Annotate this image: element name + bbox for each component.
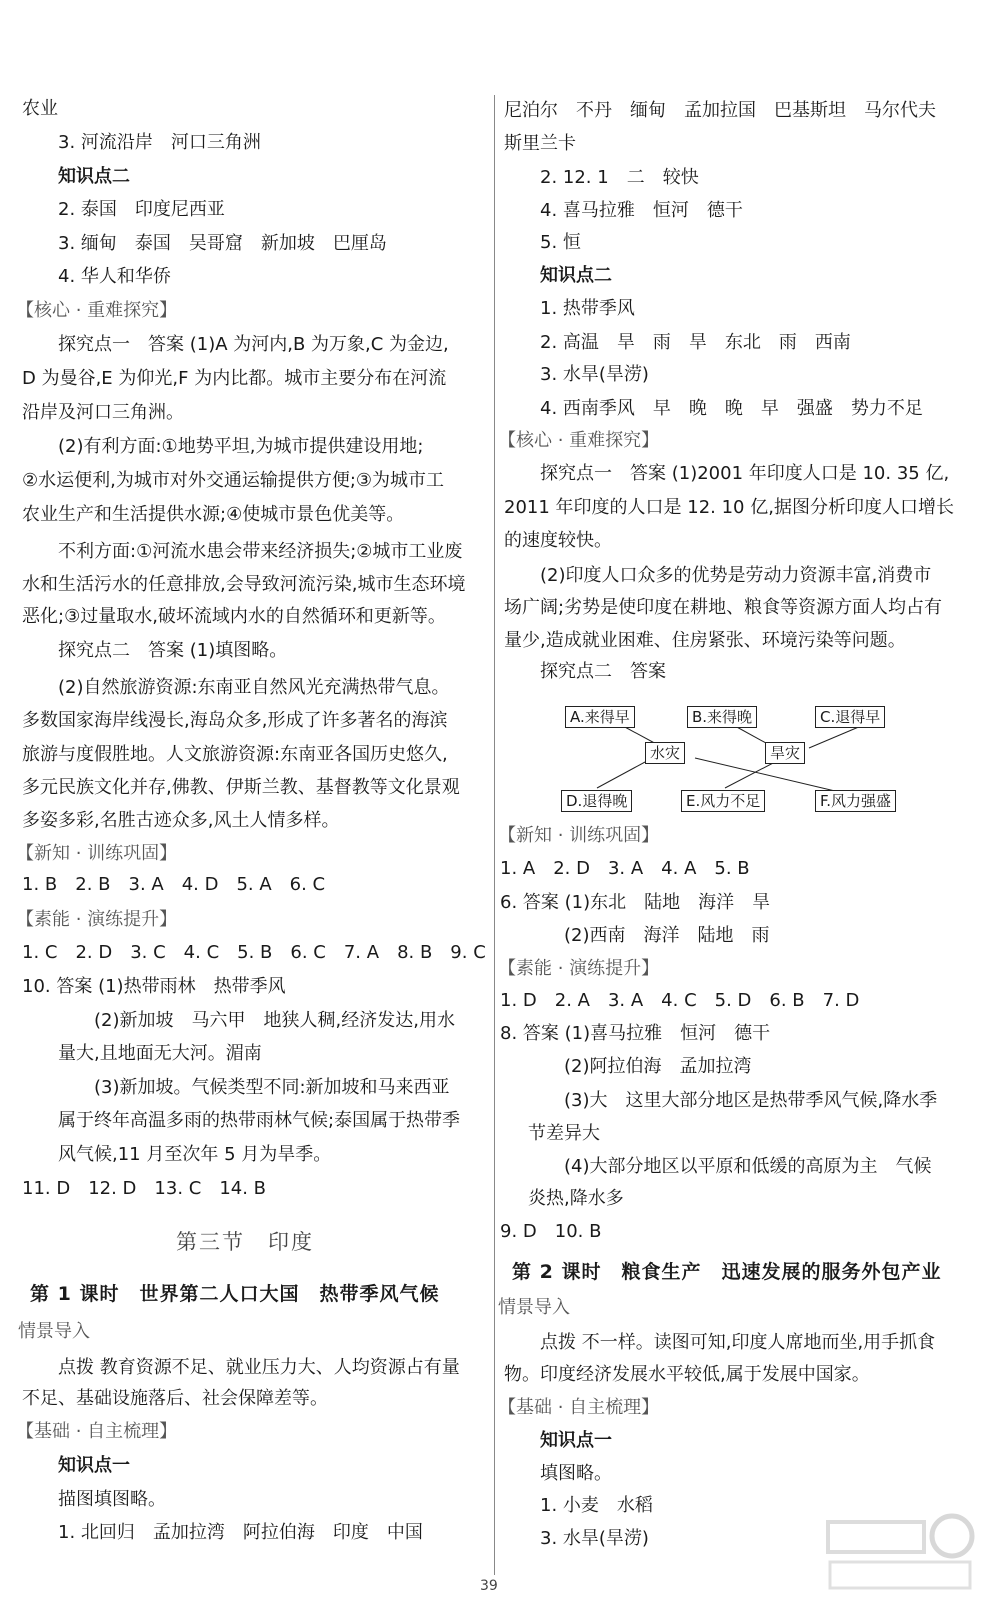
right-line: 2. 12. 1 二 较快 bbox=[540, 167, 699, 188]
right-line: 1. 小麦 水稻 bbox=[540, 1495, 653, 1516]
left-line: 【基础 · 自主梳理】 bbox=[16, 1421, 178, 1442]
right-line: 知识点二 bbox=[540, 265, 612, 286]
right-line: 4. 喜马拉雅 恒河 德干 bbox=[540, 200, 743, 221]
left-line: ②水运便利,为城市对外交通运输提供方便;③为城市工 bbox=[22, 470, 445, 491]
left-line: 11. D 12. D 13. C 14. B bbox=[22, 1178, 267, 1199]
left-line: 量大,且地面无大河。湄南 bbox=[58, 1043, 262, 1064]
left-line: 多数国家海岸线漫长,海岛众多,形成了许多著名的海滨 bbox=[22, 710, 448, 731]
right-line: 情景导入 bbox=[498, 1297, 570, 1318]
right-line: (2)阿拉伯海 孟加拉湾 bbox=[564, 1056, 752, 1077]
left-line: (2)自然旅游资源:东南亚自然风光充满热带气息。 bbox=[58, 677, 450, 698]
right-line: 斯里兰卡 bbox=[504, 133, 576, 154]
right-line: 1. D 2. A 3. A 4. C 5. D 6. B 7. D bbox=[500, 990, 860, 1011]
box-f: F.风力强盛 bbox=[815, 790, 896, 812]
right-line: 尼泊尔 不丹 缅甸 孟加拉国 巴基斯坦 马尔代夫 bbox=[504, 100, 936, 121]
section-title: 第三节 印度 bbox=[176, 1230, 314, 1254]
left-line: 不利方面:①河流水患会带来经济损失;②城市工业废 bbox=[58, 541, 463, 562]
right-line: 探究点一 答案 (1)2001 年印度人口是 10. 35 亿, bbox=[540, 463, 950, 484]
right-line: 炎热,降水多 bbox=[528, 1188, 624, 1209]
box-e: E.风力不足 bbox=[681, 790, 765, 812]
right-line: 9. D 10. B bbox=[500, 1221, 602, 1242]
left-line: 知识点二 bbox=[58, 166, 130, 187]
left-line: (2)有利方面:①地势平坦,为城市提供建设用地; bbox=[58, 436, 424, 457]
right-line: 物。印度经济发展水平较低,属于发展中国家。 bbox=[504, 1364, 870, 1385]
left-line: 2. 泰国 印度尼西亚 bbox=[58, 199, 225, 220]
left-line: (2)新加坡 马六甲 地狭人稠,经济发达,用水 bbox=[94, 1010, 455, 1031]
left-line: 情景导入 bbox=[18, 1321, 90, 1342]
left-line: 点拨 教育资源不足、就业压力大、人均资源占有量 bbox=[58, 1357, 460, 1378]
right-line: 1. A 2. D 3. A 4. A 5. B bbox=[500, 858, 750, 879]
left-line: 3. 缅甸 泰国 吴哥窟 新加坡 巴厘岛 bbox=[58, 233, 387, 254]
right-line: 5. 恒 bbox=[540, 232, 581, 253]
right-line: 6. 答案 (1)东北 陆地 海洋 旱 bbox=[500, 892, 771, 913]
right-line: (2)印度人口众多的优势是劳动力资源丰富,消费市 bbox=[540, 565, 932, 586]
right-line: 探究点二 答案 bbox=[540, 661, 666, 682]
left-line: 农业 bbox=[22, 98, 58, 119]
right-line: 3. 水旱(旱涝) bbox=[540, 1528, 649, 1549]
left-line: 1. C 2. D 3. C 4. C 5. B 6. C 7. A 8. B 9. C bbox=[22, 942, 486, 963]
left-line: D 为曼谷,E 为仰光,F 为内比都。城市主要分布在河流 bbox=[22, 368, 447, 389]
box-a: A.来得早 bbox=[565, 706, 635, 728]
left-line: 多姿多彩,名胜古迹众多,风土人情多样。 bbox=[22, 810, 340, 831]
left-line: 第 1 课时 世界第二人口大国 热带季风气候 bbox=[30, 1283, 440, 1305]
right-line: 【核心 · 重难探究】 bbox=[498, 430, 660, 451]
left-line: 1. B 2. B 3. A 4. D 5. A 6. C bbox=[22, 874, 326, 895]
left-line: 3. 河流沿岸 河口三角洲 bbox=[58, 132, 261, 153]
right-line: 4. 西南季风 早 晚 晚 早 强盛 势力不足 bbox=[540, 398, 923, 419]
left-line: 探究点二 答案 (1)填图略。 bbox=[58, 640, 288, 661]
right-line: 量少,造成就业困难、住房紧张、环境污染等问题。 bbox=[504, 630, 906, 651]
left-line: 【核心 · 重难探究】 bbox=[16, 300, 178, 321]
left-line: 1. 北回归 孟加拉湾 阿拉伯海 印度 中国 bbox=[58, 1522, 423, 1543]
column-divider bbox=[494, 95, 495, 1575]
left-line: 风气候,11 月至次年 5 月为旱季。 bbox=[58, 1144, 332, 1165]
right-line: 【基础 · 自主梳理】 bbox=[498, 1397, 660, 1418]
left-line: 水和生活污水的任意排放,会导致河流污染,城市生态环境 bbox=[22, 574, 466, 595]
right-line: 场广阔;劣势是使印度在耕地、粮食等资源方面人均占有 bbox=[504, 597, 943, 618]
right-line: 的速度较快。 bbox=[504, 530, 612, 551]
right-line: 第 2 课时 粮食生产 迅速发展的服务外包产业 bbox=[512, 1261, 942, 1283]
right-line: (4)大部分地区以平原和低缓的高原为主 气候 bbox=[564, 1156, 932, 1177]
left-line: 多元民族文化并存,佛教、伊斯兰教、基督教等文化景观 bbox=[22, 777, 460, 798]
left-line: 探究点一 答案 (1)A 为河内,B 为万象,C 为金边, bbox=[58, 334, 449, 355]
right-line: 知识点一 bbox=[540, 1430, 612, 1451]
box-d: D.退得晚 bbox=[561, 790, 632, 812]
right-line: 点拨 不一样。读图可知,印度人席地而坐,用手抓食 bbox=[540, 1332, 936, 1353]
box-b: B.来得晚 bbox=[687, 706, 757, 728]
right-line: 【素能 · 演练提升】 bbox=[498, 958, 660, 979]
left-line: 【素能 · 演练提升】 bbox=[16, 909, 178, 930]
right-line: (3)大 这里大部分地区是热带季风气候,降水季 bbox=[564, 1090, 938, 1111]
left-line: 沿岸及河口三角洲。 bbox=[22, 402, 184, 423]
watermark-graphic bbox=[820, 1500, 980, 1600]
right-line: (2)西南 海洋 陆地 雨 bbox=[564, 925, 770, 946]
right-line: 1. 热带季风 bbox=[540, 298, 635, 319]
left-line: 恶化;③过量取水,破坏流域内水的自然循环和更新等。 bbox=[22, 606, 446, 627]
watermark-logo bbox=[820, 1500, 980, 1600]
left-line: 描图填图略。 bbox=[58, 1489, 166, 1510]
right-line: 填图略。 bbox=[540, 1463, 612, 1484]
right-line: 2011 年印度的人口是 12. 10 亿,据图分析印度人口增长 bbox=[504, 497, 954, 518]
left-line: 属于终年高温多雨的热带雨林气候;泰国属于热带季 bbox=[58, 1110, 461, 1131]
left-line: 旅游与度假胜地。人文旅游资源:东南亚各国历史悠久, bbox=[22, 744, 448, 765]
page-number: 39 bbox=[480, 1578, 498, 1594]
box-flood: 水灾 bbox=[645, 742, 685, 764]
right-line: 节差异大 bbox=[528, 1123, 600, 1144]
left-line: 知识点一 bbox=[58, 1455, 130, 1476]
left-line: 不足、基础设施落后、社会保障差等。 bbox=[22, 1388, 328, 1409]
right-line: 2. 高温 旱 雨 旱 东北 雨 西南 bbox=[540, 332, 851, 353]
right-line: 3. 水旱(旱涝) bbox=[540, 364, 649, 385]
box-drought: 旱灾 bbox=[765, 742, 805, 764]
right-line: 8. 答案 (1)喜马拉雅 恒河 德干 bbox=[500, 1023, 771, 1044]
right-line: 【新知 · 训练巩固】 bbox=[498, 825, 660, 846]
left-line: 【新知 · 训练巩固】 bbox=[16, 843, 178, 864]
box-c: C.退得早 bbox=[815, 706, 885, 728]
left-line: (3)新加坡。气候类型不同:新加坡和马来西亚 bbox=[94, 1077, 450, 1098]
left-line: 4. 华人和华侨 bbox=[58, 266, 171, 287]
left-line: 10. 答案 (1)热带雨林 热带季风 bbox=[22, 976, 286, 997]
left-line: 农业生产和生活提供水源;④使城市景色优美等。 bbox=[22, 504, 405, 525]
